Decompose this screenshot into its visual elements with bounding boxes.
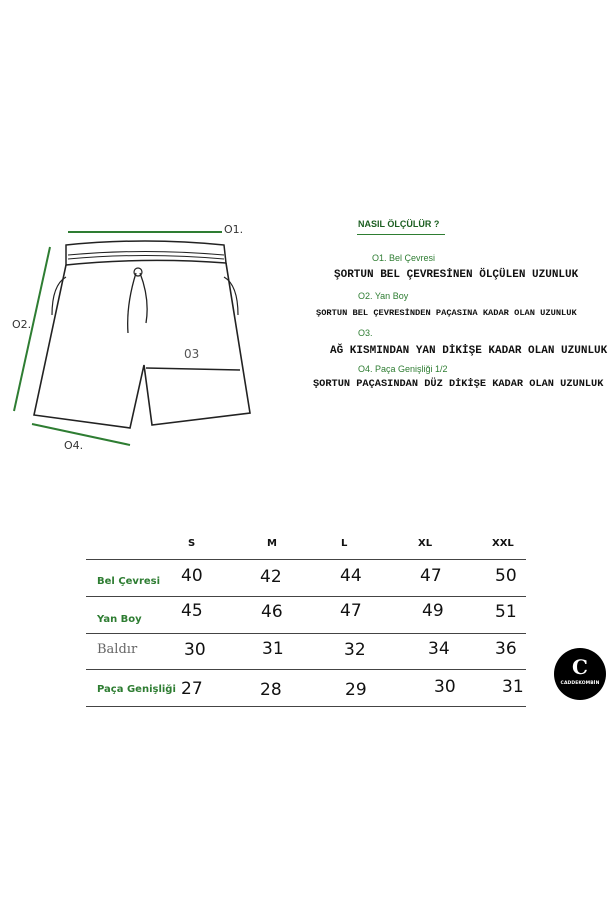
shorts-body: [34, 263, 250, 428]
table-cell: 44: [340, 566, 362, 586]
size-header-s: S: [188, 538, 196, 549]
instruction-text-2: ŞORTUN BEL ÇEVRESİNDEN PAÇASINA KADAR OLAN UZUNLUK: [316, 308, 577, 318]
size-header-l: L: [341, 538, 348, 549]
table-cell: 30: [184, 640, 206, 660]
table-cell: 49: [422, 601, 444, 621]
thigh-label: 03: [184, 347, 200, 361]
table-cell: 36: [495, 639, 517, 659]
table-cell: 42: [260, 567, 282, 587]
shorts-diagram: [0, 215, 260, 455]
side-label: O2.: [12, 318, 32, 331]
table-cell: 45: [181, 601, 203, 621]
table-cell: 34: [428, 639, 450, 659]
size-header-xxl: XXL: [492, 538, 514, 549]
row-label-hem: Paça Genişliği: [97, 684, 176, 695]
table-cell: 47: [340, 601, 362, 621]
instructions-heading: NASIL ÖLÇÜLÜR ?: [358, 219, 440, 229]
table-cell: 27: [181, 679, 203, 699]
table-cell: 31: [502, 677, 524, 697]
row-label-side: Yan Boy: [97, 614, 142, 625]
instruction-label-4: O4. Paça Genişliği 1/2: [358, 364, 448, 374]
table-cell: 50: [495, 566, 517, 586]
table-divider: [86, 559, 526, 560]
table-cell: 31: [262, 639, 284, 659]
heading-underline: [357, 234, 445, 235]
instruction-label-1: O1. Bel Çevresi: [372, 253, 436, 263]
brand-name: CADDEKOMBİN: [560, 681, 600, 686]
size-header-xl: XL: [418, 538, 433, 549]
drawstring: [128, 273, 147, 333]
thigh-measure-line: [146, 368, 240, 370]
instruction-label-2: O2. Yan Boy: [358, 291, 409, 301]
hem-label: O4.: [64, 439, 84, 452]
table-divider: [86, 706, 526, 707]
size-header-m: M: [267, 538, 277, 549]
table-cell: 32: [344, 640, 366, 660]
table-cell: 47: [420, 566, 442, 586]
waist-label: O1.: [224, 223, 244, 236]
table-divider: [86, 633, 526, 634]
instruction-label-3: O3.: [358, 328, 373, 338]
table-cell: 29: [345, 680, 367, 700]
table-divider: [86, 596, 526, 597]
row-label-waist: Bel Çevresi: [97, 576, 161, 587]
table-cell: 51: [495, 602, 517, 622]
brand-logo: [554, 648, 606, 700]
table-cell: 28: [260, 680, 282, 700]
table-cell: 40: [181, 566, 203, 586]
instruction-text-3: AĞ KISMINDAN YAN DİKİŞE KADAR OLAN UZUNLUK: [330, 345, 608, 357]
row-label-thigh: Baldır: [97, 642, 138, 657]
table-divider: [86, 669, 526, 670]
table-cell: 46: [261, 602, 283, 622]
instruction-text-1: ŞORTUN BEL ÇEVRESİNEN ÖLÇÜLEN UZUNLUK: [334, 269, 579, 281]
instruction-text-4: ŞORTUN PAÇASINDAN DÜZ DİKİŞE KADAR OLAN UZUNLUK: [313, 378, 604, 390]
brand-mark-icon: C: [572, 655, 588, 679]
table-cell: 30: [434, 677, 456, 697]
